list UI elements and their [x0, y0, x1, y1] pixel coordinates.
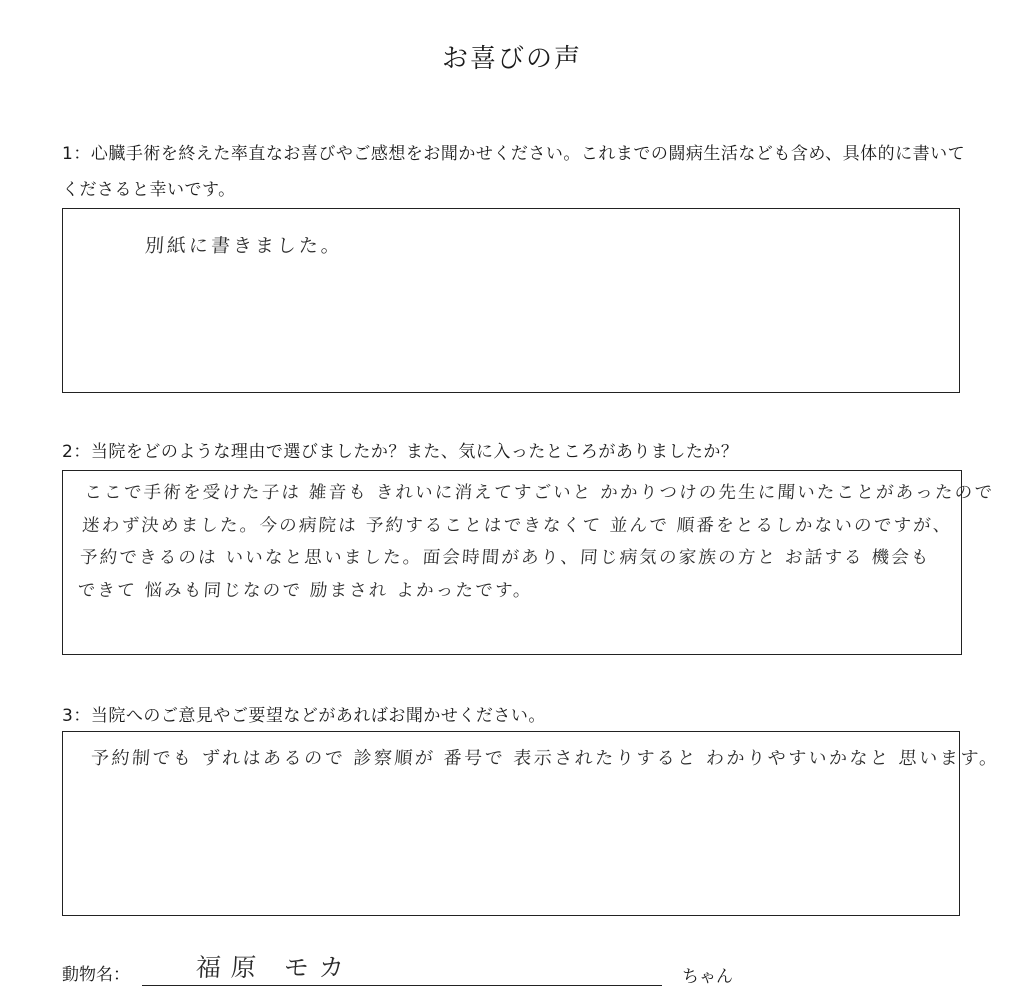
- question-3: 3：当院へのご意見やご要望などがあればお聞かせください。: [62, 706, 546, 726]
- name-suffix: ちゃん: [682, 967, 733, 987]
- answer-1-line-1: 別紙に書きました。: [144, 235, 344, 257]
- animal-name-underline: [142, 985, 662, 986]
- answer-2-text: [76, 477, 995, 607]
- page-title: お喜びの声: [441, 44, 582, 74]
- answer-box-3: [62, 731, 1001, 916]
- answer-2-line-3: 予約できるのは いいなと思いました。面会時間があり、同じ病気の家族の方と お話する 機会も: [79, 548, 932, 568]
- question-1: 1：心臓手術を終えた率直なお喜びやご感想をお聞かせください。これまでの闘病生活なども含め、具体的に書いてくださると幸いです。: [62, 144, 966, 200]
- question-2: 2：当院をどのような理由で選びましたか？また、気に入ったところがありましたか？: [62, 442, 739, 462]
- answer-box-1: [62, 208, 960, 393]
- answer-2-line-2: 迷わず決めました。今の病院は 予約することはできなくて 並んで 順番をとるしかないのですが、: [81, 515, 954, 536]
- answer-2-line-1: ここで手術を受けた子は 雑音も きれいに消えてすごいと かかりつけの先生に聞いたことがあったので: [83, 483, 995, 503]
- answer-3-line-1: 予約制でも ずれはあるので 診察順が 番号で 表示されたりすると わかりやすいかなと 思います。: [90, 748, 1001, 769]
- animal-name: 福原 モカ: [195, 953, 355, 982]
- animal-name-label: 動物名：: [62, 965, 130, 985]
- answer-box-2: [62, 470, 995, 655]
- answer-2-line-4: できて 悩みも同じなので 励まされ よかったです。: [76, 580, 534, 601]
